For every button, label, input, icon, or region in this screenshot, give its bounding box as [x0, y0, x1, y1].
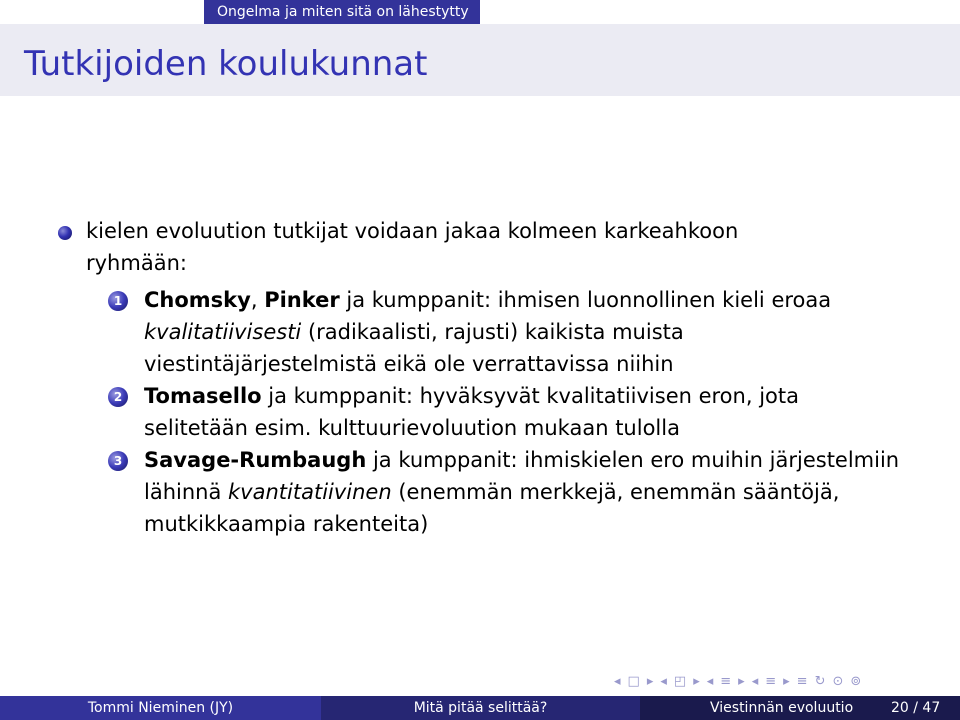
footer-talk-title: Viestinnän evoluutio — [710, 700, 854, 716]
bullet-ball-icon — [58, 226, 72, 240]
item-1-line-1 — [144, 287, 831, 313]
nav-left-arrow-icon[interactable]: ◂ — [706, 674, 714, 689]
nav-right-arrow-icon[interactable]: ▸ — [783, 674, 790, 689]
nav-search-forward-icon[interactable]: ⊚ — [850, 674, 862, 689]
bullet-text-line-2: ryhmään: — [86, 251, 187, 275]
top-bar — [0, 0, 960, 24]
nav-document-icon[interactable]: ≡ — [765, 674, 777, 689]
nav-left-arrow-icon[interactable]: ◂ — [660, 674, 667, 689]
beamer-navigation-bar — [614, 674, 868, 694]
enum-number-2-icon: 2 — [108, 387, 128, 407]
item-1-line-3: viestintäjärjestelmistä eikä ole verrattavissa niihin — [144, 352, 674, 376]
item-3-line-3: mutkikkaampia rakenteita) — [144, 512, 429, 536]
nav-left-arrow-icon[interactable]: ◂ — [614, 674, 621, 689]
bullet-text-line-1: kielen evoluution tutkijat voidaan jakaa kolmeen karkeahkoon — [86, 219, 739, 243]
item-1-name-chomsky: Chomsky — [144, 288, 251, 312]
item-2-text: ja kumppanit: hyväksyvät kvalitatiivisen eron, jota — [261, 384, 799, 408]
nav-right-arrow-icon[interactable]: ▸ — [693, 674, 700, 689]
item-1-text-2: (radikaalisti, rajusti) kaikista muista — [301, 320, 684, 344]
section-tab[interactable]: Ongelma ja miten sitä on lähestytty — [204, 0, 480, 24]
item-3-text: ja kumppanit: ihmiskielen ero muihin järjestelmiin — [366, 448, 900, 472]
nav-left-arrow-icon[interactable]: ◂ — [751, 674, 759, 689]
item-1-line-2 — [144, 319, 684, 345]
nav-search-icon[interactable]: ⊙ — [832, 674, 844, 689]
nav-frame-icon[interactable]: □ — [627, 674, 640, 689]
footer-page-number: 20 / 47 — [891, 700, 941, 716]
nav-section-icon[interactable]: ≡ — [720, 674, 732, 689]
footline — [0, 696, 960, 720]
item-1-name-pinker: Pinker — [264, 288, 340, 312]
item-1-text: ja kumppanit: ihmisen luonnollinen kieli eroaa — [339, 288, 832, 312]
item-2-line-2: selitetään esim. kulttuurievoluution mukaan tulolla — [144, 416, 680, 440]
footer-short-title: Mitä pitää selittää? — [321, 696, 640, 720]
item-3-text-2a: lähinnä — [144, 480, 229, 504]
enum-number-1-icon: 1 — [108, 291, 128, 311]
item-2-name-tomasello: Tomasello — [144, 384, 262, 408]
item-1-separator: , — [250, 288, 265, 312]
item-3-line-1 — [144, 447, 899, 473]
nav-right-arrow-icon[interactable]: ▸ — [738, 674, 745, 689]
item-2-line-1 — [144, 383, 799, 409]
nav-right-arrow-icon[interactable]: ▸ — [646, 674, 654, 689]
nav-subsection-icon[interactable]: ◰ — [673, 674, 687, 689]
item-3-name-savage-rumbaugh: Savage-Rumbaugh — [144, 448, 367, 472]
enum-number-3-icon: 3 — [108, 451, 128, 471]
nav-back-icon[interactable]: ↻ — [814, 674, 826, 689]
footer-author: Tommi Nieminen (JY) — [0, 696, 321, 720]
nav-toc-icon[interactable]: ≡ — [796, 674, 808, 689]
item-3-text-2b: (enemmän merkkejä, enemmän sääntöjä, — [391, 480, 840, 504]
item-1-emphasis: kvalitatiivisesti — [144, 320, 302, 344]
frame-title: Tutkijoiden koulukunnat — [24, 44, 428, 84]
item-3-line-2 — [144, 479, 839, 505]
item-3-emphasis: kvantitatiivinen — [228, 480, 392, 504]
footer-right-box — [640, 696, 960, 720]
